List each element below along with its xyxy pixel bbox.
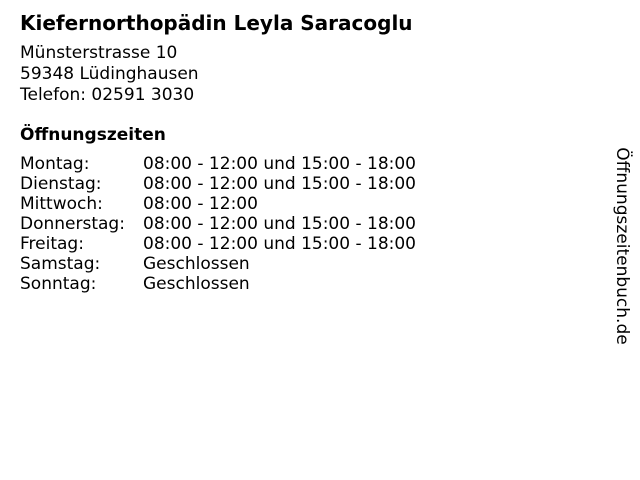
day-label: Dienstag: — [20, 174, 102, 194]
day-label: Sonntag: — [20, 274, 97, 294]
business-name: Kiefernorthopädin Leyla Saracoglu — [20, 11, 413, 35]
time-value: 08:00 - 12:00 und 15:00 - 18:00 — [143, 174, 416, 194]
day-label: Samstag: — [20, 254, 101, 274]
time-value: 08:00 - 12:00 — [143, 194, 258, 214]
time-value: 08:00 - 12:00 und 15:00 - 18:00 — [143, 214, 416, 234]
day-label: Donnerstag: — [20, 214, 125, 234]
time-value: Geschlossen — [143, 254, 250, 274]
phone-number: Telefon: 02591 3030 — [20, 85, 195, 105]
time-value: 08:00 - 12:00 und 15:00 - 18:00 — [143, 154, 416, 174]
time-value: Geschlossen — [143, 274, 250, 294]
watermark-source-label: Öffnungszeitenbuch.de — [612, 147, 632, 345]
opening-hours-heading: Öffnungszeiten — [20, 125, 166, 145]
day-label: Mittwoch: — [20, 194, 103, 214]
day-label: Montag: — [20, 154, 90, 174]
business-address — [20, 43, 199, 106]
day-label: Freitag: — [20, 234, 84, 254]
time-value: 08:00 - 12:00 und 15:00 - 18:00 — [143, 234, 416, 254]
street-address: Münsterstrasse 10 — [20, 43, 178, 63]
city-postal: 59348 Lüdinghausen — [20, 64, 199, 84]
